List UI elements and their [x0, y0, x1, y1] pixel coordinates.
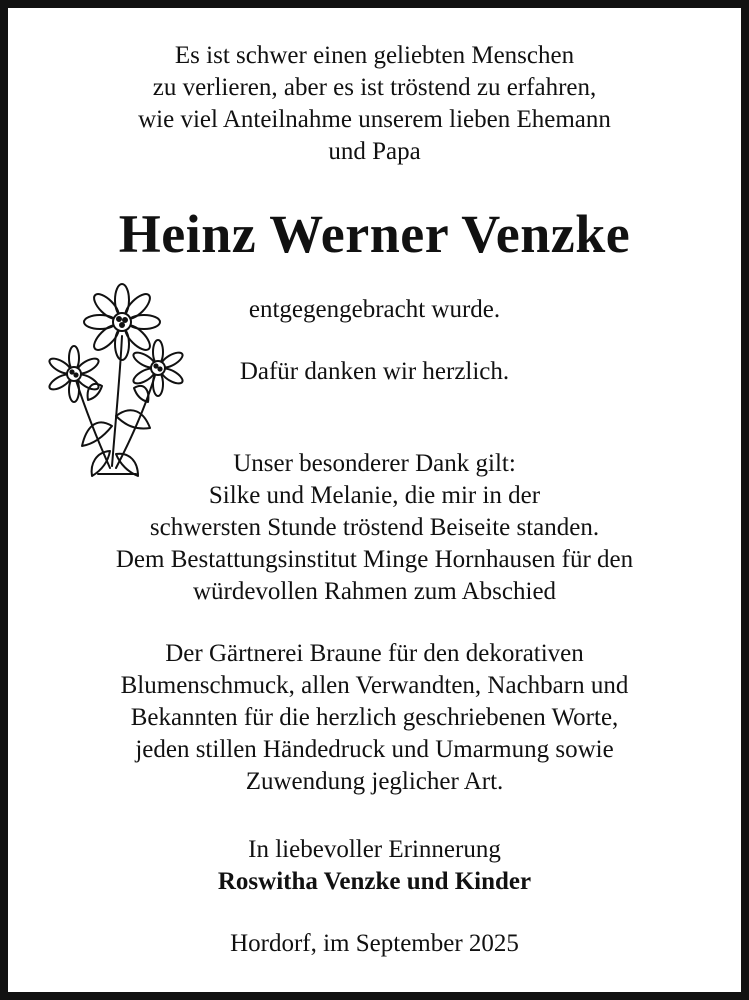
place-date: Hordorf, im September 2025 — [230, 930, 519, 957]
intro-line-1: Es ist schwer einen geliebten Menschen — [174, 42, 575, 69]
special-thanks-line-1: Unser besonderer Dank gilt: — [233, 450, 516, 477]
intro-line-3: wie viel Anteilnahme unserem lieben Ehemann — [138, 106, 611, 133]
further-thanks-line-4: jeden stillen Händedruck und Umarmung sowie — [135, 736, 614, 763]
special-thanks-line-5: würdevollen Rahmen zum Abschied — [192, 578, 557, 605]
after-name-line: entgegengebracht wurde. — [248, 296, 501, 323]
special-thanks-line-2: Silke und Melanie, die mir in der — [208, 482, 541, 509]
deceased-name: Heinz Werner Venzke — [118, 204, 631, 264]
special-thanks-line-4: Dem Bestattungsinstitut Minge Hornhausen für den — [115, 546, 634, 573]
intro-line-4: und Papa — [328, 138, 421, 165]
closing-line: In liebevoller Erinnerung — [248, 836, 501, 863]
special-thanks-line-3: schwersten Stunde tröstend Beiseite standen. — [149, 514, 600, 541]
intro-line-2: zu verlieren, aber es ist tröstend zu erfahren, — [152, 74, 597, 101]
further-thanks-line-5: Zuwendung jeglicher Art. — [245, 768, 504, 795]
further-thanks-line-2: Blumenschmuck, allen Verwandten, Nachbarn und — [120, 672, 629, 699]
further-thanks-line-3: Bekannten für die herzlich geschriebenen Worte, — [130, 704, 619, 731]
further-thanks-line-1: Der Gärtnerei Braune für den dekorativen — [165, 640, 584, 667]
signature: Roswitha Venzke und Kinder — [217, 868, 532, 895]
thanks-line: Dafür danken wir herzlich. — [239, 358, 510, 385]
